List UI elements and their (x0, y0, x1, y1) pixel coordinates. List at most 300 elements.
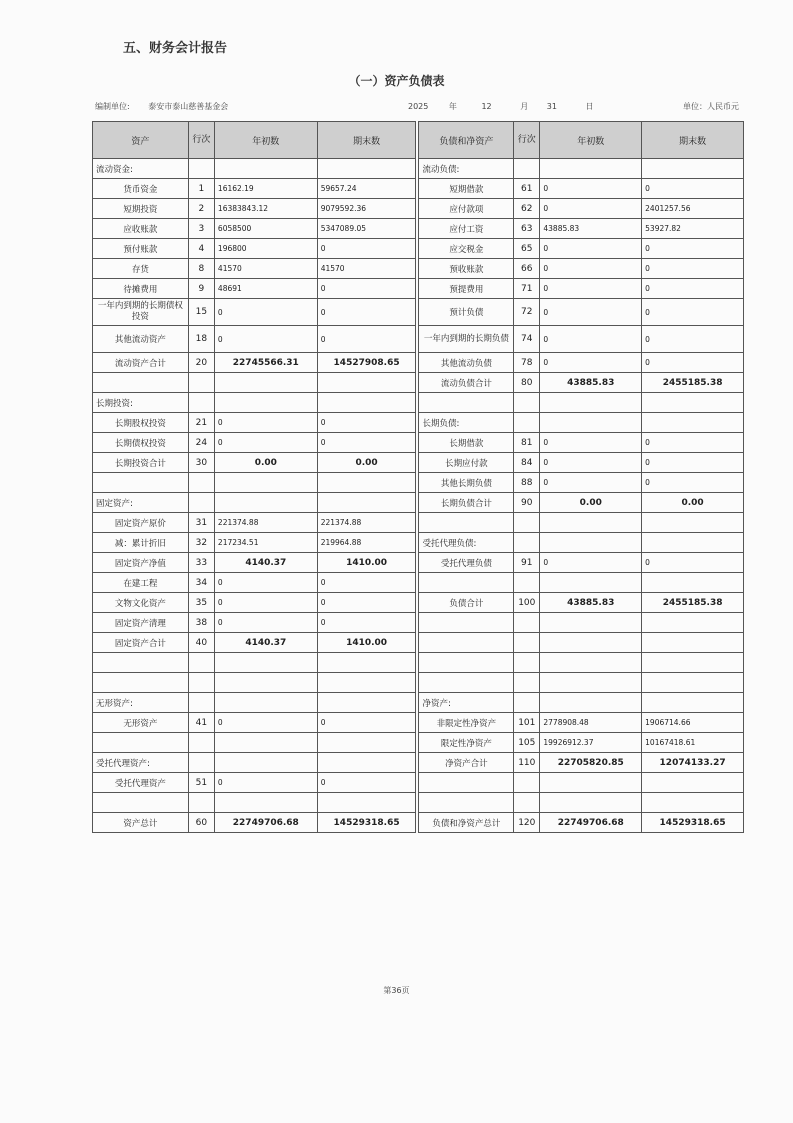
line-number-cell: 90 (514, 493, 540, 513)
header-liability: 负债和净资产 (419, 122, 514, 159)
begin-value-cell: 0 (540, 453, 642, 473)
end-value-cell: 0 (642, 553, 744, 573)
end-value-cell: 0 (642, 353, 744, 373)
begin-value-cell: 4140.37 (214, 553, 317, 573)
liability-name-cell: 流动负债: (419, 159, 514, 179)
liability-name-cell: 长期借款 (419, 433, 514, 453)
line-number-cell: 33 (188, 553, 214, 573)
end-value-cell (317, 733, 416, 753)
asset-name-cell: 短期投资 (93, 199, 189, 219)
line-number-cell: 65 (514, 239, 540, 259)
line-number-cell (188, 493, 214, 513)
end-value-cell (642, 533, 744, 553)
begin-value-cell (540, 393, 642, 413)
end-value-cell: 0 (642, 179, 744, 199)
currency-unit: 单位：人民币元 (683, 102, 739, 111)
line-number-cell (514, 513, 540, 533)
asset-name-cell: 固定资产净值 (93, 553, 189, 573)
begin-value-cell (540, 693, 642, 713)
line-number-cell: 51 (188, 773, 214, 793)
line-number-cell: 1 (188, 179, 214, 199)
date-day-unit: 日 (585, 102, 594, 111)
liability-name-cell: 其他流动负债 (419, 353, 514, 373)
liability-name-cell: 应付工资 (419, 219, 514, 239)
end-value-cell: 0 (317, 773, 416, 793)
asset-name-cell: 其他流动资产 (93, 326, 189, 353)
liability-name-cell (419, 573, 514, 593)
line-number-cell (514, 673, 540, 693)
begin-value-cell: 0 (540, 473, 642, 493)
begin-value-cell (540, 653, 642, 673)
liability-name-cell: 长期负债合计 (419, 493, 514, 513)
end-value-cell (317, 753, 416, 773)
end-value-cell (317, 473, 416, 493)
begin-value-cell (540, 773, 642, 793)
asset-name-cell: 无形资产 (93, 713, 189, 733)
begin-value-cell: 0 (540, 553, 642, 573)
end-value-cell (642, 573, 744, 593)
line-number-cell (188, 793, 214, 813)
begin-value-cell: 0 (540, 433, 642, 453)
end-value-cell: 1410.00 (317, 553, 416, 573)
line-number-cell (514, 159, 540, 179)
begin-value-cell: 0 (214, 713, 317, 733)
balance-sheet-table (92, 121, 744, 833)
line-number-cell: 61 (514, 179, 540, 199)
line-number-cell: 71 (514, 279, 540, 299)
asset-name-cell: 一年内到期的长期债权投资 (93, 299, 189, 326)
begin-value-cell (214, 793, 317, 813)
liability-name-cell: 净资产合计 (419, 753, 514, 773)
table-header-row (93, 122, 744, 159)
line-number-cell: 74 (514, 326, 540, 353)
line-number-cell: 15 (188, 299, 214, 326)
begin-value-cell (540, 533, 642, 553)
line-number-cell: 100 (514, 593, 540, 613)
asset-name-cell: 预付账款 (93, 239, 189, 259)
table-row (93, 773, 744, 793)
line-number-cell: 101 (514, 713, 540, 733)
begin-value-cell (214, 693, 317, 713)
asset-name-cell: 资产总计 (93, 813, 189, 833)
end-value-cell: 0 (317, 326, 416, 353)
date-month: 12 (481, 102, 492, 111)
end-value-cell (317, 793, 416, 813)
end-value-cell: 0 (642, 453, 744, 473)
end-value-cell: 0.00 (642, 493, 744, 513)
line-number-cell: 80 (514, 373, 540, 393)
end-value-cell: 2455185.38 (642, 593, 744, 613)
begin-value-cell: 2778908.48 (540, 713, 642, 733)
begin-value-cell (214, 733, 317, 753)
liability-name-cell (419, 673, 514, 693)
begin-value-cell (214, 159, 317, 179)
begin-value-cell: 43885.83 (540, 219, 642, 239)
end-value-cell: 0 (642, 259, 744, 279)
begin-value-cell (540, 613, 642, 633)
line-number-cell: 4 (188, 239, 214, 259)
begin-value-cell (214, 473, 317, 493)
asset-name-cell (93, 733, 189, 753)
line-number-cell: 32 (188, 533, 214, 553)
line-number-cell (188, 693, 214, 713)
begin-value-cell (540, 413, 642, 433)
page-number: 第36页 (383, 986, 410, 995)
liability-name-cell: 预收账款 (419, 259, 514, 279)
begin-value-cell: 0 (214, 593, 317, 613)
date-year: 2025 (408, 102, 429, 111)
line-number-cell: 9 (188, 279, 214, 299)
line-number-cell (514, 573, 540, 593)
end-value-cell: 59657.24 (317, 179, 416, 199)
org-info (95, 101, 232, 112)
begin-value-cell: 0 (214, 326, 317, 353)
table-row (93, 753, 744, 773)
line-number-cell (188, 393, 214, 413)
liability-name-cell: 一年内到期的长期负债 (419, 326, 514, 353)
end-value-cell: 41570 (317, 259, 416, 279)
line-number-cell: 24 (188, 433, 214, 453)
end-value-cell: 0 (317, 593, 416, 613)
table-row (93, 813, 744, 833)
table-row (93, 393, 744, 413)
line-number-cell: 120 (514, 813, 540, 833)
line-number-cell: 20 (188, 353, 214, 373)
header-asset-line: 行次 (188, 122, 214, 159)
end-value-cell: 0 (317, 613, 416, 633)
asset-name-cell: 货币资金 (93, 179, 189, 199)
line-number-cell: 18 (188, 326, 214, 353)
line-number-cell: 40 (188, 633, 214, 653)
line-number-cell (514, 653, 540, 673)
end-value-cell: 1906714.66 (642, 713, 744, 733)
table-row (93, 219, 744, 239)
begin-value-cell: 0 (540, 279, 642, 299)
liability-name-cell: 短期借款 (419, 179, 514, 199)
liability-name-cell: 预提费用 (419, 279, 514, 299)
line-number-cell: 21 (188, 413, 214, 433)
begin-value-cell: 217234.51 (214, 533, 317, 553)
line-number-cell: 105 (514, 733, 540, 753)
asset-name-cell: 无形资产: (93, 693, 189, 713)
line-number-cell: 41 (188, 713, 214, 733)
liability-name-cell: 其他长期负债 (419, 473, 514, 493)
table-row (93, 633, 744, 653)
section-title: 五、财务会计报告 (123, 41, 228, 56)
asset-name-cell: 减：累计折旧 (93, 533, 189, 553)
table-row (93, 239, 744, 259)
begin-value-cell: 0 (540, 299, 642, 326)
table-row (93, 373, 744, 393)
line-number-cell: 84 (514, 453, 540, 473)
end-value-cell: 14529318.65 (317, 813, 416, 833)
line-number-cell: 72 (514, 299, 540, 326)
asset-name-cell: 固定资产原价 (93, 513, 189, 533)
end-value-cell: 14527908.65 (317, 353, 416, 373)
liability-name-cell: 长期应付款 (419, 453, 514, 473)
liability-name-cell (419, 513, 514, 533)
begin-value-cell: 0 (214, 773, 317, 793)
end-value-cell: 2401257.56 (642, 199, 744, 219)
end-value-cell: 14529318.65 (642, 813, 744, 833)
liability-name-cell: 流动负债合计 (419, 373, 514, 393)
begin-value-cell (540, 573, 642, 593)
begin-value-cell: 43885.83 (540, 593, 642, 613)
table-row (93, 279, 744, 299)
liability-name-cell: 应付款项 (419, 199, 514, 219)
asset-name-cell: 文物文化资产 (93, 593, 189, 613)
end-value-cell: 0 (642, 299, 744, 326)
end-value-cell (642, 413, 744, 433)
line-number-cell (514, 773, 540, 793)
table-row (93, 733, 744, 753)
table-row (93, 199, 744, 219)
begin-value-cell: 16383843.12 (214, 199, 317, 219)
line-number-cell (188, 159, 214, 179)
end-value-cell: 10167418.61 (642, 733, 744, 753)
table-row (93, 493, 744, 513)
begin-value-cell: 6058500 (214, 219, 317, 239)
end-value-cell (317, 373, 416, 393)
header-liability-end: 期末数 (642, 122, 744, 159)
asset-name-cell: 受托代理资产 (93, 773, 189, 793)
begin-value-cell: 22705820.85 (540, 753, 642, 773)
begin-value-cell: 0 (540, 199, 642, 219)
table-row (93, 453, 744, 473)
end-value-cell (642, 673, 744, 693)
liability-name-cell (419, 393, 514, 413)
line-number-cell: 91 (514, 553, 540, 573)
asset-name-cell: 长期债权投资 (93, 433, 189, 453)
begin-value-cell (214, 493, 317, 513)
end-value-cell (642, 393, 744, 413)
line-number-cell: 8 (188, 259, 214, 279)
table-row (93, 259, 744, 279)
asset-name-cell (93, 673, 189, 693)
line-number-cell (188, 473, 214, 493)
end-value-cell: 221374.88 (317, 513, 416, 533)
line-number-cell: 81 (514, 433, 540, 453)
table-row (93, 793, 744, 813)
line-number-cell (514, 413, 540, 433)
begin-value-cell (540, 159, 642, 179)
line-number-cell: 88 (514, 473, 540, 493)
line-number-cell (514, 793, 540, 813)
asset-name-cell: 流动资产合计 (93, 353, 189, 373)
date-year-unit: 年 (448, 102, 457, 111)
begin-value-cell: 0 (214, 413, 317, 433)
end-value-cell: 0 (317, 299, 416, 326)
line-number-cell (514, 533, 540, 553)
line-number-cell: 62 (514, 199, 540, 219)
begin-value-cell (214, 673, 317, 693)
begin-value-cell: 0.00 (540, 493, 642, 513)
begin-value-cell (214, 753, 317, 773)
table-row (93, 573, 744, 593)
table-row (93, 413, 744, 433)
end-value-cell (642, 653, 744, 673)
line-number-cell: 78 (514, 353, 540, 373)
table-row (93, 533, 744, 553)
asset-name-cell: 在建工程 (93, 573, 189, 593)
date-month-unit: 月 (520, 102, 529, 111)
date-day: 31 (546, 102, 557, 111)
table-row (93, 326, 744, 353)
asset-name-cell: 待摊费用 (93, 279, 189, 299)
header-liability-begin: 年初数 (540, 122, 642, 159)
liability-name-cell (419, 633, 514, 653)
end-value-cell: 0 (642, 433, 744, 453)
begin-value-cell (214, 373, 317, 393)
table-row (93, 553, 744, 573)
liability-name-cell: 受托代理负债: (419, 533, 514, 553)
begin-value-cell: 0 (540, 326, 642, 353)
line-number-cell (188, 653, 214, 673)
begin-value-cell: 0 (214, 613, 317, 633)
liability-name-cell (419, 613, 514, 633)
liability-name-cell: 净资产: (419, 693, 514, 713)
end-value-cell: 9079592.36 (317, 199, 416, 219)
end-value-cell: 5347089.05 (317, 219, 416, 239)
begin-value-cell: 22745566.31 (214, 353, 317, 373)
table-row (93, 653, 744, 673)
begin-value-cell (540, 673, 642, 693)
end-value-cell (642, 633, 744, 653)
begin-value-cell: 0 (540, 179, 642, 199)
asset-name-cell: 应收账款 (93, 219, 189, 239)
line-number-cell (514, 393, 540, 413)
line-number-cell (188, 753, 214, 773)
end-value-cell (317, 673, 416, 693)
asset-name-cell (93, 473, 189, 493)
end-value-cell (642, 613, 744, 633)
begin-value-cell (214, 393, 317, 413)
line-number-cell: 110 (514, 753, 540, 773)
begin-value-cell (540, 633, 642, 653)
begin-value-cell: 48691 (214, 279, 317, 299)
line-number-cell: 38 (188, 613, 214, 633)
end-value-cell (317, 653, 416, 673)
end-value-cell: 1410.00 (317, 633, 416, 653)
line-number-cell (514, 693, 540, 713)
line-number-cell: 34 (188, 573, 214, 593)
end-value-cell (642, 513, 744, 533)
line-number-cell: 31 (188, 513, 214, 533)
liability-name-cell: 负债和净资产总计 (419, 813, 514, 833)
end-value-cell: 0 (642, 279, 744, 299)
begin-value-cell: 43885.83 (540, 373, 642, 393)
asset-name-cell (93, 373, 189, 393)
end-value-cell (317, 693, 416, 713)
line-number-cell (514, 633, 540, 653)
begin-value-cell: 221374.88 (214, 513, 317, 533)
begin-value-cell: 4140.37 (214, 633, 317, 653)
header-asset-begin: 年初数 (214, 122, 317, 159)
line-number-cell: 30 (188, 453, 214, 473)
begin-value-cell: 22749706.68 (540, 813, 642, 833)
asset-name-cell: 受托代理资产: (93, 753, 189, 773)
table-title: （一）资产负债表 (348, 74, 445, 88)
asset-name-cell: 存货 (93, 259, 189, 279)
line-number-cell: 66 (514, 259, 540, 279)
end-value-cell (317, 393, 416, 413)
table-row (93, 299, 744, 326)
liability-name-cell: 应交税金 (419, 239, 514, 259)
org-label: 编制单位: (95, 102, 130, 111)
liability-name-cell (419, 793, 514, 813)
header-asset: 资产 (93, 122, 189, 159)
begin-value-cell: 0 (214, 433, 317, 453)
liability-name-cell: 非限定性净资产 (419, 713, 514, 733)
line-number-cell (188, 733, 214, 753)
table-row (93, 593, 744, 613)
report-date (408, 101, 597, 112)
line-number-cell: 35 (188, 593, 214, 613)
end-value-cell (642, 773, 744, 793)
asset-name-cell: 固定资产合计 (93, 633, 189, 653)
begin-value-cell: 16162.19 (214, 179, 317, 199)
header-liability-line: 行次 (514, 122, 540, 159)
table-row (93, 613, 744, 633)
end-value-cell: 0 (317, 279, 416, 299)
end-value-cell: 0 (317, 413, 416, 433)
liability-name-cell: 负债合计 (419, 593, 514, 613)
end-value-cell: 0 (317, 573, 416, 593)
header-asset-end: 期末数 (317, 122, 416, 159)
line-number-cell (188, 673, 214, 693)
table-row (93, 673, 744, 693)
liability-name-cell: 预计负债 (419, 299, 514, 326)
line-number-cell: 63 (514, 219, 540, 239)
line-number-cell: 2 (188, 199, 214, 219)
asset-name-cell: 长期投资合计 (93, 453, 189, 473)
begin-value-cell (214, 653, 317, 673)
begin-value-cell (540, 513, 642, 533)
end-value-cell: 0 (642, 326, 744, 353)
begin-value-cell: 41570 (214, 259, 317, 279)
begin-value-cell: 0 (540, 239, 642, 259)
end-value-cell (317, 159, 416, 179)
table-row (93, 353, 744, 373)
line-number-cell: 60 (188, 813, 214, 833)
table-row (93, 513, 744, 533)
asset-name-cell: 流动资金: (93, 159, 189, 179)
end-value-cell: 0 (317, 713, 416, 733)
begin-value-cell: 0 (214, 573, 317, 593)
begin-value-cell: 0 (540, 353, 642, 373)
line-number-cell (514, 613, 540, 633)
table-row (93, 473, 744, 493)
end-value-cell: 53927.82 (642, 219, 744, 239)
begin-value-cell: 0 (540, 259, 642, 279)
liability-name-cell: 受托代理负债 (419, 553, 514, 573)
liability-name-cell (419, 653, 514, 673)
asset-name-cell: 长期投资: (93, 393, 189, 413)
end-value-cell: 0 (642, 473, 744, 493)
begin-value-cell: 0.00 (214, 453, 317, 473)
asset-name-cell: 固定资产清理 (93, 613, 189, 633)
liability-name-cell (419, 773, 514, 793)
end-value-cell: 2455185.38 (642, 373, 744, 393)
end-value-cell (642, 793, 744, 813)
end-value-cell: 0 (642, 239, 744, 259)
org-name: 泰安市泰山慈善基金会 (148, 102, 229, 111)
end-value-cell: 0.00 (317, 453, 416, 473)
begin-value-cell: 22749706.68 (214, 813, 317, 833)
asset-name-cell: 固定资产: (93, 493, 189, 513)
begin-value-cell: 0 (214, 299, 317, 326)
begin-value-cell (540, 793, 642, 813)
